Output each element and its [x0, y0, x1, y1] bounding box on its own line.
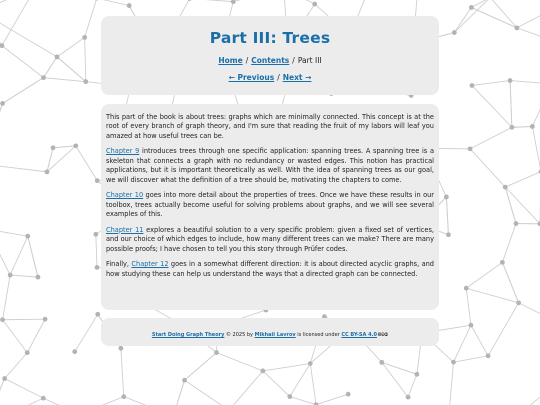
pattern-edge [124, 397, 173, 405]
pattern-edge [290, 397, 316, 405]
pattern-node [287, 394, 292, 399]
pattern-edge [448, 362, 454, 405]
pattern-node [514, 221, 519, 226]
pattern-edge [28, 236, 38, 277]
pattern-edge [453, 325, 470, 362]
page-navigation [101, 73, 439, 82]
pattern-node [468, 146, 473, 151]
chapter-12-paragraph [106, 260, 434, 279]
pattern-edge [532, 126, 540, 171]
pattern-edge [284, 0, 315, 4]
pattern-edge [0, 0, 36, 11]
pattern-node [83, 79, 88, 84]
pattern-edge [0, 103, 3, 164]
pattern-node [121, 394, 126, 399]
pattern-edge [2, 46, 44, 78]
next-link[interactable]: Next → [282, 73, 312, 82]
pattern-edge [79, 397, 124, 405]
pattern-edge [2, 0, 36, 46]
pattern-edge [466, 288, 471, 325]
book-title-link[interactable]: Start Doing Graph Theory [151, 332, 225, 338]
pattern-node [41, 75, 46, 80]
pattern-edge [97, 0, 129, 6]
pattern-edge [27, 319, 45, 352]
pattern-edge [190, 0, 234, 2]
pattern-node [503, 185, 508, 190]
chapter-9-paragraph [106, 147, 434, 185]
pattern-edge [47, 148, 53, 172]
pattern-edge [466, 262, 502, 288]
pattern-edge [57, 37, 85, 56]
pattern-node [486, 353, 491, 358]
pattern-node [469, 323, 474, 328]
pattern-edge [510, 81, 540, 84]
pattern-node [470, 83, 475, 88]
pattern-node [95, 312, 100, 317]
nav-separator: / [277, 73, 280, 82]
pattern-node [231, 0, 236, 4]
pattern-edge [233, 0, 283, 2]
license-text: is licensed under [295, 332, 342, 338]
pattern-edge [454, 0, 490, 33]
content-card [101, 104, 439, 310]
pattern-node [464, 286, 469, 291]
pattern-edge [517, 28, 540, 38]
pattern-node [379, 360, 384, 365]
pattern-edge [0, 229, 10, 275]
pattern-node [312, 2, 317, 7]
pattern-node [72, 349, 77, 354]
pattern-edge [85, 37, 86, 81]
pattern-node [93, 232, 98, 237]
pattern-node [469, 5, 474, 10]
pattern-edge [229, 371, 263, 405]
pattern-edge [96, 234, 97, 267]
pattern-node [182, 378, 187, 383]
pattern-edge [466, 288, 518, 303]
pattern-edge [0, 11, 2, 45]
pattern-node [127, 3, 132, 8]
pattern-edge [454, 7, 471, 32]
pattern-node [82, 35, 87, 40]
pattern-node [346, 392, 351, 397]
breadcrumb-home-link[interactable]: Home [218, 56, 243, 65]
pattern-node [452, 30, 457, 35]
pattern-node [45, 169, 50, 174]
pattern-edge [510, 81, 512, 128]
pattern-edge [488, 303, 519, 356]
pattern-node [55, 54, 60, 59]
chapter-10-link[interactable]: Chapter 10 [106, 191, 144, 200]
pattern-edge [0, 379, 5, 405]
pattern-edge [0, 229, 28, 236]
pattern-edge [185, 380, 229, 405]
pattern-edge [0, 379, 5, 405]
pattern-edge [532, 84, 540, 127]
chapter-12-link[interactable]: Chapter 12 [131, 260, 169, 269]
pattern-edge [10, 275, 38, 277]
pattern-node [260, 369, 265, 374]
pattern-node [451, 360, 456, 365]
pattern-node [25, 350, 30, 355]
pattern-edge [446, 197, 448, 235]
pattern-node [8, 273, 13, 278]
pattern-node [530, 124, 535, 129]
pattern-edge [5, 353, 28, 379]
pattern-node [2, 376, 7, 381]
pattern-edge [3, 275, 11, 320]
cc-license-icons: 🅭🅯🄎 [377, 332, 389, 338]
pattern-node [41, 396, 46, 401]
chapter-10-text: goes into more detail about the properties of trees. Once we have these results in our toolbox, trees actually become useful for solving problems about graphs, and we will see several examples of this. [106, 191, 434, 219]
pattern-edge [185, 353, 217, 381]
pattern-node [446, 232, 451, 237]
pattern-node [118, 346, 123, 351]
pattern-node [25, 234, 30, 239]
pattern-edge [3, 78, 44, 104]
pattern-edge [472, 81, 510, 86]
pattern-edge [10, 236, 28, 275]
breadcrumb-current: Part III [297, 56, 322, 65]
pattern-edge [517, 3, 540, 27]
pattern-edge [382, 362, 408, 397]
pattern-node [214, 350, 219, 355]
pattern-edge [471, 7, 517, 27]
previous-link[interactable]: ← Previous [228, 73, 275, 82]
pattern-edge [519, 303, 540, 323]
pattern-node [509, 125, 514, 130]
pattern-edge [3, 320, 28, 353]
pattern-node [51, 145, 56, 150]
pattern-node [515, 25, 520, 30]
pattern-edge [512, 381, 540, 405]
pattern-edge [472, 85, 512, 127]
pattern-node [94, 0, 99, 1]
license-link[interactable]: CC BY-SA 4.0 [341, 332, 377, 338]
pattern-node [406, 395, 411, 400]
chapter-9-text: introduces trees through one specific application: spanning trees. A spanning tree is a skeleton that connects a graph with no redundancy or wasted edges. This notion has practical applications, but it is important theoretically as well. With the idea of spanning trees as our goal, we will discover what the definition of a tree should be, motivating the chapters to come. [106, 147, 434, 184]
pattern-node [444, 195, 449, 200]
pattern-node [95, 265, 100, 270]
chapter-10-paragraph [106, 191, 434, 219]
pattern-edge [47, 146, 76, 172]
breadcrumb [101, 56, 439, 65]
pattern-edge [53, 146, 76, 148]
pattern-edge [0, 398, 43, 405]
pattern-node [308, 361, 313, 366]
pattern-edge [5, 379, 44, 399]
intro-paragraph: This part of the book is about trees: graphs which are minimally connected. This concept is at the root of every branch of graph theory, and I'm sure that reading the fruit of my labors will leaf you amazed at how useful trees can be. [106, 113, 434, 140]
pattern-node [95, 178, 100, 183]
pattern-node [43, 317, 48, 322]
breadcrumb-contents-link[interactable]: Contents [251, 56, 290, 65]
pattern-edge [217, 353, 263, 371]
chapter-12-lead: Finally, [106, 260, 132, 269]
pattern-edge [471, 325, 488, 356]
author-link[interactable]: Mikhail Lavrov [254, 332, 296, 338]
copyright-text: © 2025 by [224, 332, 255, 338]
pattern-edge [490, 0, 517, 28]
pattern-node [0, 317, 5, 322]
pattern-edge [43, 398, 79, 405]
chapter-12-text: goes in a somewhat different direction: it is about directed acyclic graphs, and how studying these can help us understand the ways that a directed graph can be connected. [106, 260, 434, 278]
pattern-edge [121, 348, 124, 396]
breadcrumb-separator: / [292, 56, 295, 65]
pattern-node [73, 143, 78, 148]
pattern-edge [512, 126, 532, 127]
pattern-edge [470, 127, 512, 148]
chapter-11-link[interactable]: Chapter 11 [106, 225, 144, 234]
pattern-edge [85, 0, 97, 37]
pattern-edge [310, 364, 316, 405]
pattern-node [508, 78, 513, 83]
pattern-edge [502, 224, 516, 263]
pattern-node [500, 260, 505, 265]
pattern-edge [44, 78, 86, 82]
pattern-edge [263, 371, 290, 397]
pattern-edge [75, 314, 98, 351]
pattern-edge [3, 319, 46, 320]
page-title: Part III: Trees [209, 29, 331, 47]
pattern-node [516, 300, 521, 305]
pattern-edge [173, 380, 184, 405]
pattern-edge [290, 364, 310, 397]
chapter-11-paragraph [106, 226, 434, 254]
pattern-edge [505, 172, 540, 188]
chapter-11-text: explores a beautiful solution to a very specific problem: given a fixed set of vertices, and our choice of which edges to include, how many different trees can we make? There are many possible proofs; I have chosen to tell you this story through Prüfer codes. [106, 225, 434, 253]
chapter-9-link[interactable]: Chapter 9 [106, 147, 140, 156]
pattern-edge [316, 394, 348, 404]
pattern-edge [44, 57, 58, 78]
pattern-edge [408, 374, 417, 397]
breadcrumb-separator: / [245, 56, 249, 65]
pattern-edge [57, 57, 86, 82]
pattern-node [0, 101, 5, 106]
header-card [101, 16, 439, 95]
pattern-edge [263, 364, 310, 371]
pattern-edge [453, 356, 488, 362]
pattern-edge [0, 164, 47, 172]
pattern-edge [502, 262, 518, 302]
pattern-edge [470, 149, 505, 187]
pattern-edge [76, 146, 97, 181]
pattern-edge [173, 380, 184, 405]
footer-card [101, 318, 439, 346]
pattern-node [36, 275, 41, 280]
pattern-node [415, 372, 420, 377]
pattern-edge [382, 362, 417, 374]
